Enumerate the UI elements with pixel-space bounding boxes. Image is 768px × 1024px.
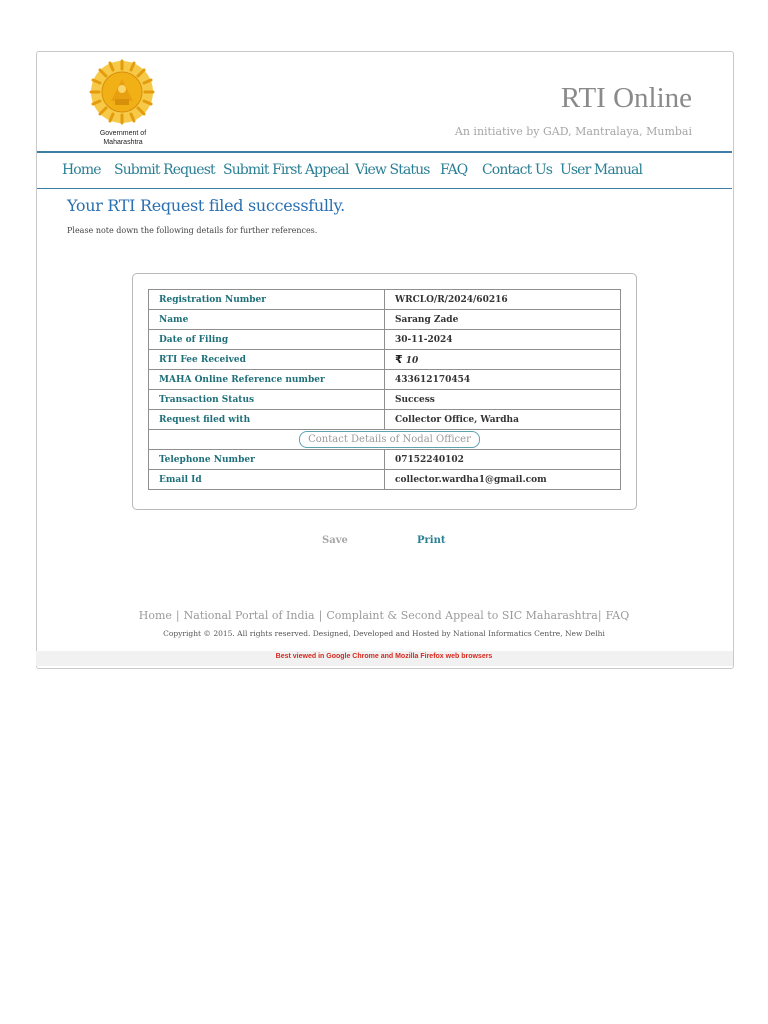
date-of-filing-value: 30-11-2024	[385, 330, 621, 350]
table-row	[149, 330, 621, 350]
date-of-filing-label: Date of Filing	[149, 330, 385, 350]
gov-line-1: Government of	[99, 130, 147, 137]
footer-link-national-portal[interactable]: National Portal of India	[183, 609, 315, 622]
name-value: Sarang Zade	[385, 310, 621, 330]
footer-separator: |	[318, 609, 323, 622]
table-row	[149, 450, 621, 470]
table-row	[149, 410, 621, 430]
footer-link-home[interactable]: Home	[138, 609, 172, 622]
table-row	[149, 470, 621, 490]
transaction-status-label: Transaction Status	[149, 390, 385, 410]
table-row	[149, 350, 621, 370]
copyright-text: Copyright © 2015. All rights reserved. Designed, Developed and Hosted by National Informatics Centre, New Delhi	[163, 629, 605, 638]
browser-recommendation: Best viewed in Google Chrome and Mozilla Firefox web browsers	[275, 653, 493, 660]
maha-online-reference-label: MAHA Online Reference number	[149, 370, 385, 390]
rti-fee-label: RTI Fee Received	[149, 350, 385, 370]
main-nav	[37, 152, 732, 189]
site-header	[37, 52, 732, 153]
footer-separator: |	[597, 609, 602, 622]
request-filed-with-label: Request filed with	[149, 410, 385, 430]
nav-submit-request[interactable]: Submit Request	[114, 162, 215, 178]
name-label: Name	[149, 310, 385, 330]
nav-user-manual[interactable]: User Manual	[560, 162, 643, 178]
government-of-maharashtra-label	[75, 129, 171, 147]
nodal-officer-heading: Contact Details of Nodal Officer	[299, 431, 480, 448]
page-title: Your RTI Request filed successfully.	[67, 196, 345, 215]
table-row	[149, 290, 621, 310]
footer-links	[0, 609, 768, 622]
telephone-number-value: 07152240102	[385, 450, 621, 470]
table-row	[149, 430, 621, 450]
rti-fee-amount: 10	[405, 356, 419, 366]
nav-contact-us[interactable]: Contact Us	[482, 162, 553, 178]
telephone-number-label: Telephone Number	[149, 450, 385, 470]
table-row	[149, 310, 621, 330]
footer-link-faq[interactable]: FAQ	[605, 609, 630, 622]
save-button[interactable]: Save	[322, 535, 348, 546]
nav-view-status[interactable]: View Status	[355, 162, 430, 178]
maharashtra-emblem-icon	[89, 59, 155, 125]
gov-line-2: Maharashtra	[103, 139, 143, 146]
site-tagline: An initiative by GAD, Mantralaya, Mumbai	[454, 125, 692, 138]
print-button[interactable]: Print	[417, 535, 446, 546]
nav-faq[interactable]: FAQ	[440, 162, 468, 178]
site-title: RTI Online	[560, 82, 692, 114]
rti-fee-value	[385, 350, 621, 370]
registration-number-label: Registration Number	[149, 290, 385, 310]
request-details-table	[148, 289, 621, 490]
registration-number-value: WRCLO/R/2024/60216	[385, 290, 621, 310]
reference-note: Please note down the following details for further references.	[67, 226, 318, 235]
table-row	[149, 370, 621, 390]
email-id-value: collector.wardha1@gmail.com	[385, 470, 621, 490]
nodal-officer-header-cell	[149, 430, 621, 450]
nav-submit-first-appeal[interactable]: Submit First Appeal	[223, 162, 349, 178]
footer-separator: |	[175, 609, 180, 622]
nav-home[interactable]: Home	[62, 162, 101, 178]
table-row	[149, 390, 621, 410]
footer-link-complaint-appeal[interactable]: Complaint & Second Appeal to SIC Maharashtra	[326, 609, 598, 622]
rupee-icon: ₹	[395, 353, 403, 366]
request-filed-with-value: Collector Office, Wardha	[385, 410, 621, 430]
email-id-label: Email Id	[149, 470, 385, 490]
transaction-status-value: Success	[385, 390, 621, 410]
maha-online-reference-value: 433612170454	[385, 370, 621, 390]
